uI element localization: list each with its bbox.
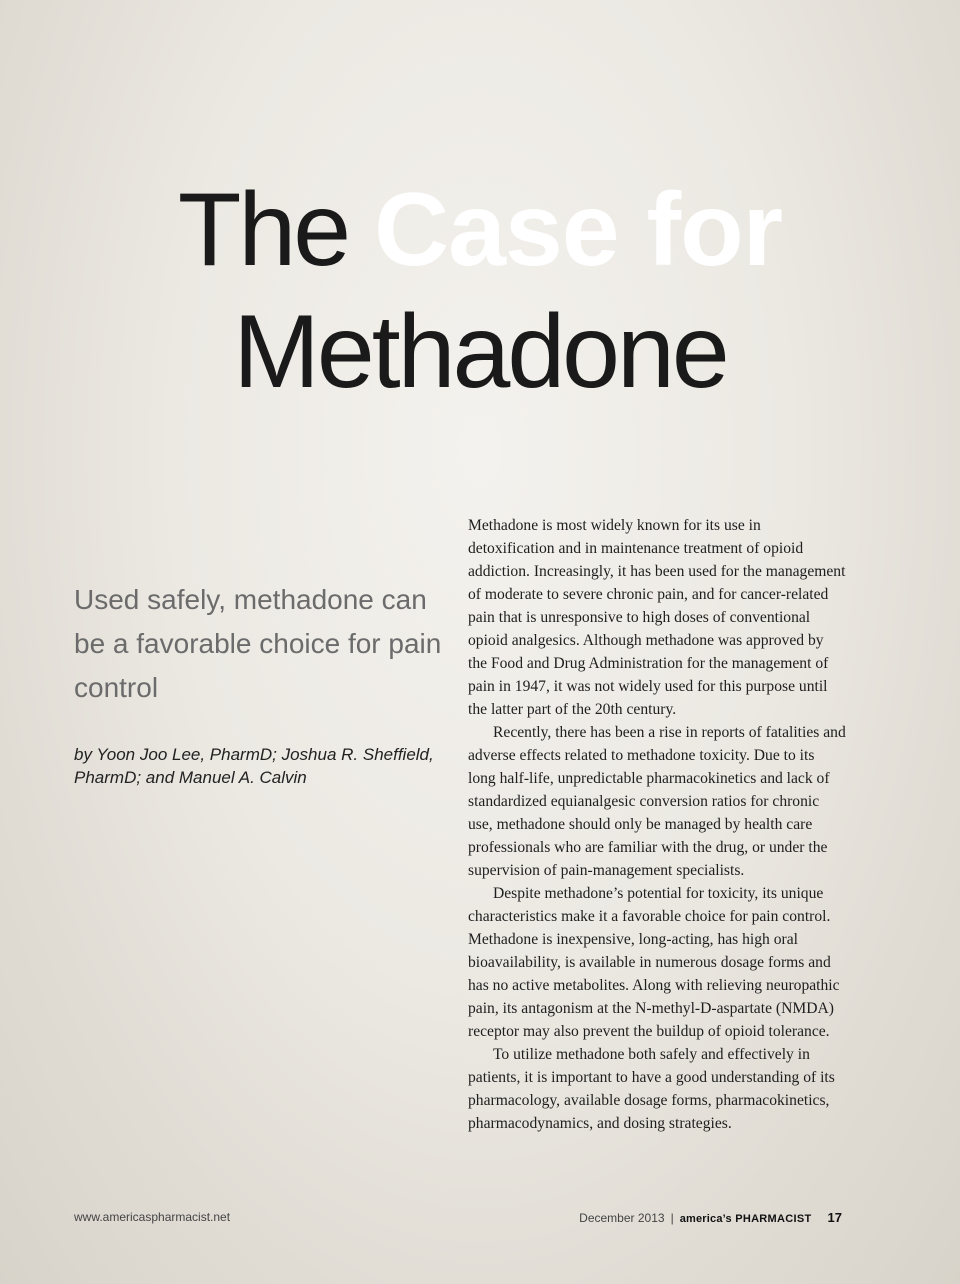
article-title-line-2: Methadone bbox=[233, 294, 727, 410]
brand-americas: america’s bbox=[679, 1212, 732, 1225]
body-paragraph-2: Recently, there has been a rise in reports of fatalities and adverse effects related to methadone toxicity. Due to its long half-life, unpredictable pharmacokinetics and lack of standardized equianalgesic conversion ratios for chronic use, methadone should only be managed by health care professionals who are familiar with the drug, or under the supervision of pain-management specialists. bbox=[468, 724, 846, 879]
article-subtitle: Used safely, methadone can be a favorable choice for pain control bbox=[74, 584, 442, 703]
footer-publication-info bbox=[579, 1210, 842, 1225]
body-paragraph-4: To utilize methadone both safely and effectively in patients, it is important to have a good understanding of its pharmacology, available dosage forms, pharmacokinetics, pharmacodynamics, and dosing strategies. bbox=[468, 1046, 835, 1132]
author-byline: by Yoon Joo Lee, PharmD; Joshua R. Sheffield, PharmD; and Manuel A. Calvin bbox=[74, 745, 434, 787]
footer-website: www.americaspharmacist.net bbox=[74, 1210, 231, 1224]
body-paragraph-3: Despite methadone’s potential for toxicity, its unique characteristics make it a favorable choice for pain control. Methadone is inexpensive, long-acting, has high oral bioavailability, is available in numerous dosage forms and has no active metabolites. Along with relieving neuropathic pain, its antagonism at the N-methyl-D-aspartate (NMDA) receptor may also prevent the buildup of opioid tolerance. bbox=[468, 885, 840, 1040]
article-title-line-1 bbox=[0, 172, 960, 288]
title-the: The bbox=[177, 172, 349, 288]
footer-date: December 2013 bbox=[579, 1210, 665, 1225]
footer-brand bbox=[680, 1211, 812, 1225]
brand-pharmacist: PHARMACIST bbox=[735, 1212, 812, 1225]
page-number: 17 bbox=[827, 1210, 842, 1225]
footer-separator: | bbox=[670, 1210, 674, 1225]
article-body bbox=[468, 514, 846, 1135]
title-case-for: Case for bbox=[373, 172, 783, 288]
body-paragraph-1: Methadone is most widely known for its use in detoxification and in maintenance treatment of opioid addiction. Increasingly, it has been used for the management of moderate to severe chronic pain, and for cancer-related pain that is unresponsive to high doses of conventional opioid analgesics. Although methadone was approved by the Food and Drug Administration for the management of pain in 1947, it was not widely used for this purpose until the latter part of the 20th century. bbox=[468, 517, 846, 718]
